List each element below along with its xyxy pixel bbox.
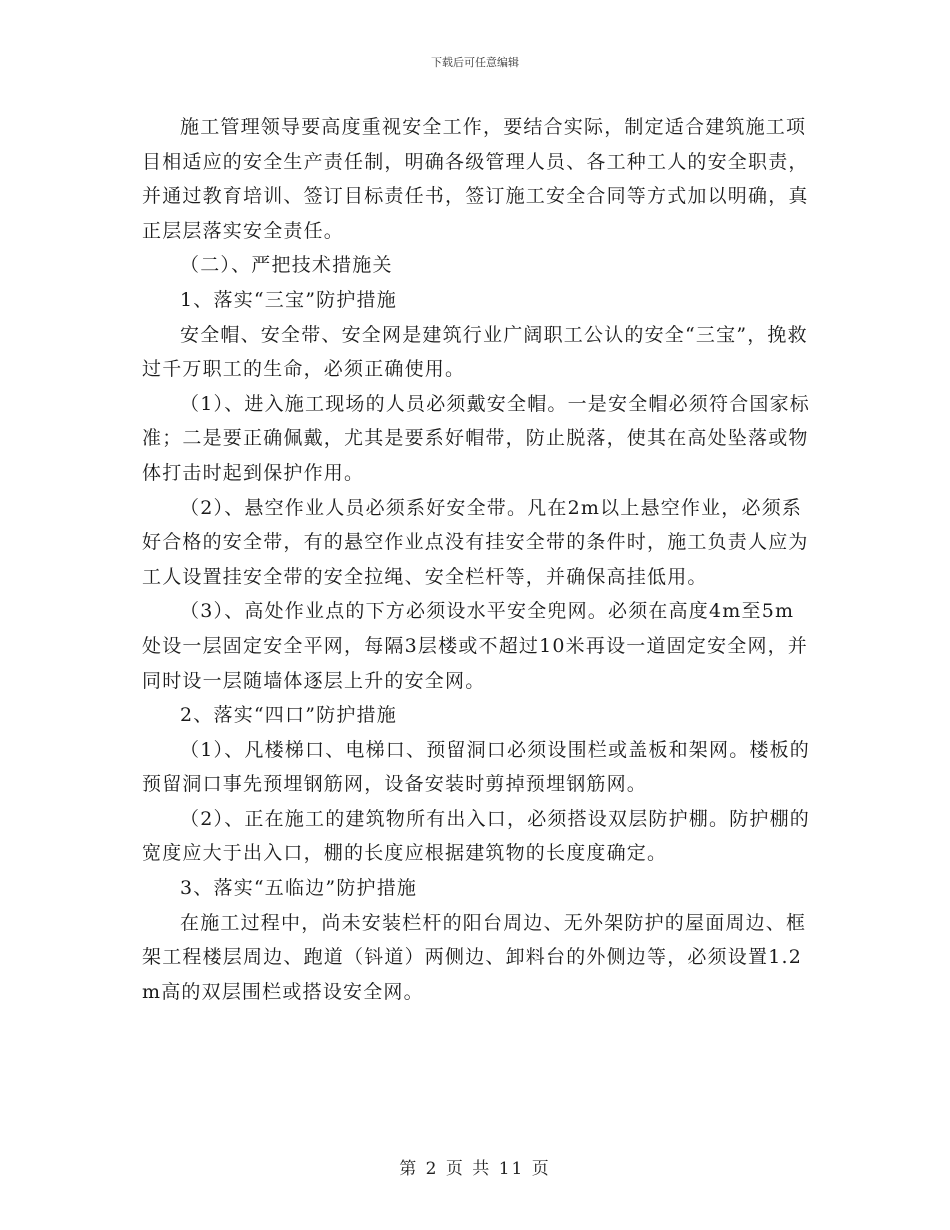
paragraph-safety-net: （3）、高处作业点的下方必须设水平安全兜网。必须在高度4m至5m处设一层固定安全平网，每隔3层楼或不超过10米再设一道固定安全网，并同时设一层随墙体逐层上升的安全网。 <box>142 600 809 692</box>
paragraph-edges: 在施工过程中，尚未安装栏杆的阳台周边、无外架防护的屋面周边、框架工程楼层周边、跑道（钭道）两侧边、卸料台的外侧边等，必须设置1.2m高的双层围栏或搭设安全网。 <box>142 911 807 1003</box>
paragraph-openings: （1）、凡楼梯口、电梯口、预留洞口必须设围栏或盖板和架网。楼板的预留洞口事先预埋钢筋网，设备安装时剪掉预埋钢筋网。 <box>142 738 810 796</box>
heading-technical-measures: （二）、严把技术措施关 <box>180 254 393 277</box>
page-number: 第 2 页 共 11 页 <box>399 1159 551 1179</box>
paragraph-helmet: （1）、进入施工现场的人员必须戴安全帽。一是安全帽必须符合国家标准；二是要正确佩戴，尤其是要系好帽带，防止脱落，使其在高处坠落或物体打击时起到保护作用。 <box>142 392 810 484</box>
heading-three-treasures: 1、落实“三宝”防护措施 <box>180 288 397 311</box>
heading-four-openings: 2、落实“四口”防护措施 <box>180 704 397 727</box>
heading-five-edges: 3、落实“五临边”防护措施 <box>180 877 418 900</box>
paragraph-entrances: （2）、正在施工的建筑物所有出入口，必须搭设双层防护棚。防护棚的宽度应大于出入口，棚的长度应根据建筑物的长度度确定。 <box>142 807 810 865</box>
paragraph-responsibility: 施工管理领导要高度重视安全工作，要结合实际，制定适合建筑施工项目相适应的安全生产责任制，明确各级管理人员、各工种工人的安全职责，并通过教育培训、签订目标责任书，签订施工安全合同等方式加以明确，真正层层落实安全责任。 <box>142 116 809 242</box>
header-note: 下载后可任意编辑 <box>431 56 519 69</box>
document-body <box>142 110 810 1009</box>
paragraph-three-treasures: 安全帽、安全带、安全网是建筑行业广阔职工公认的安全“三宝”，挽救过千万职工的生命，必须正确使用。 <box>142 323 808 381</box>
paragraph-safety-belt: （2）、悬空作业人员必须系好安全带。凡在2m以上悬空作业，必须系好合格的安全带，有的悬空作业点没有挂安全带的条件时，施工负责人应为工人设置挂安全带的安全拉绳、安全栏杆等，并确保高挂低用。 <box>142 496 809 588</box>
